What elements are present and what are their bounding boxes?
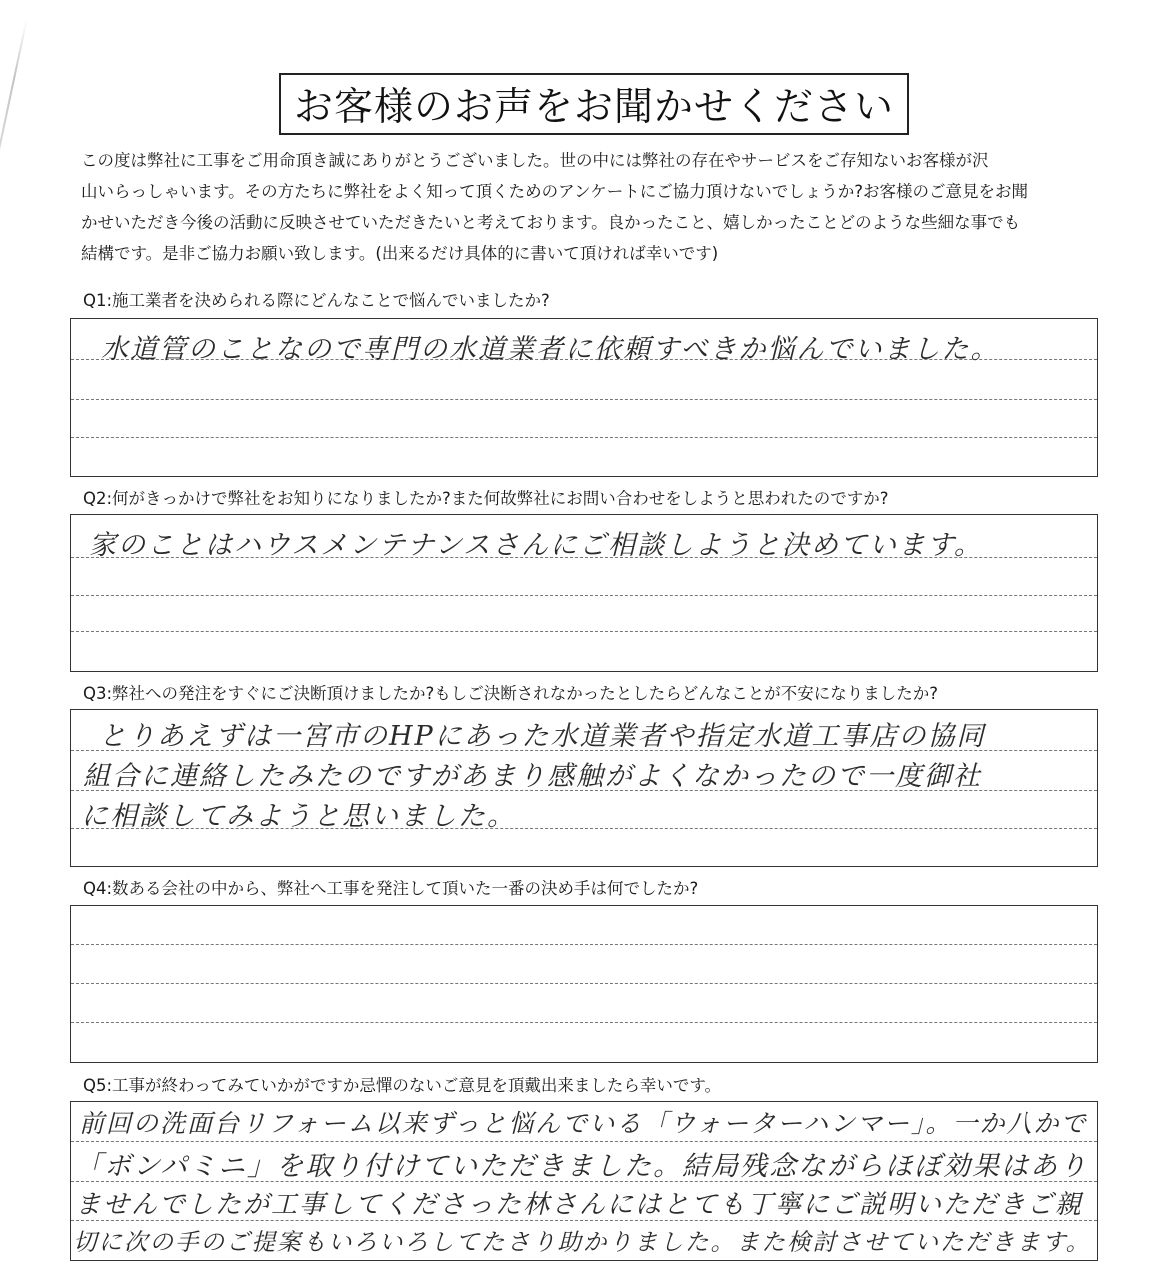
answer-4-box <box>70 905 1098 1063</box>
question-2-label: Q2:何がきっかけで弊社をお知りになりましたか?また何故弊社にお問い合わせをしようと思われたのですか? <box>83 489 889 508</box>
dotted-rule <box>71 595 1097 596</box>
question-1-label: Q1:施工業者を決められる際にどんなことで悩んでいましたか? <box>83 291 550 310</box>
answer-1-box <box>70 318 1098 477</box>
handwritten-answer-line: 前回の洗面台リフォーム以来ずっと悩んでいる「ウォーターハンマー」。一か八かで <box>79 1109 1088 1138</box>
intro-line: 山いらっしゃいます。その方たちに弊社をよく知って頂くためのアンケートにご協力頂けないでしょうか?お客様のご意見をお聞 <box>81 182 1028 201</box>
answer-5-box <box>70 1101 1098 1261</box>
intro-paragraph <box>81 145 1111 269</box>
dotted-rule <box>71 983 1097 984</box>
handwritten-answer-line: 家のことはハウスメンテナンスさんにご相談しようと決めています。 <box>89 530 983 561</box>
intro-line: かせいただき今後の活動に反映させていただきたいと考えております。良かったこと、嬉しかったことどのような些細な事でも <box>81 213 1021 232</box>
dotted-rule <box>71 1141 1097 1142</box>
handwritten-answer-line: ませんでしたが工事してくださった林さんにはとても丁寧にご説明いただきご親 <box>75 1190 1084 1220</box>
scan-edge-mark <box>0 19 28 166</box>
survey-title-box <box>279 73 909 135</box>
answer-3-box <box>70 709 1098 867</box>
dotted-rule <box>71 399 1097 400</box>
question-3-label: Q3:弊社への発注をすぐにご決断頂けましたか?もしご決断されなかったとしたらどんなことが不安になりましたか? <box>83 684 939 703</box>
dotted-rule <box>71 944 1097 945</box>
dotted-rule <box>71 1022 1097 1023</box>
handwritten-answer-line: 「ボンパミニ」を取り付けていただきました。結局残念ながらほぼ効果はあり <box>75 1151 1089 1182</box>
intro-line: この度は弊社に工事をご用命頂き誠にありがとうございました。世の中には弊社の存在やサービスをご存知ないお客様が沢 <box>81 151 989 170</box>
question-5-label: Q5:工事が終わってみていかがですか忌憚のないご意見を頂戴出来ましたら幸いです。 <box>83 1076 722 1095</box>
handwritten-answer-line: に相談してみようと思いました。 <box>81 801 516 832</box>
question-4-label: Q4:数ある会社の中から、弊社へ工事を発注して頂いた一番の決め手は何でしたか? <box>83 879 699 898</box>
dotted-rule <box>71 631 1097 632</box>
answer-2-box <box>70 514 1098 672</box>
handwritten-answer-line: 組合に連絡したみたのですがあまり感触がよくなかったので一度御社 <box>83 761 982 792</box>
handwritten-answer-line: 水道管のことなので専門の水道業者に依頼すべきか悩んでいました。 <box>101 334 1000 365</box>
dotted-rule <box>71 437 1097 438</box>
handwritten-answer-line: 切に次の手のご提案もいろいろしてたさり助かりました。また検討させていただきます。 <box>73 1228 1092 1256</box>
handwritten-answer-line: とりあえずは一宮市のHPにあった水道業者や指定水道工事店の協同 <box>99 721 986 752</box>
intro-line: 結構です。是非ご協力お願い致します。(出来るだけ具体的に書いて頂ければ幸いです) <box>81 244 719 263</box>
survey-title: お客様のお声をお聞かせください <box>293 85 894 130</box>
